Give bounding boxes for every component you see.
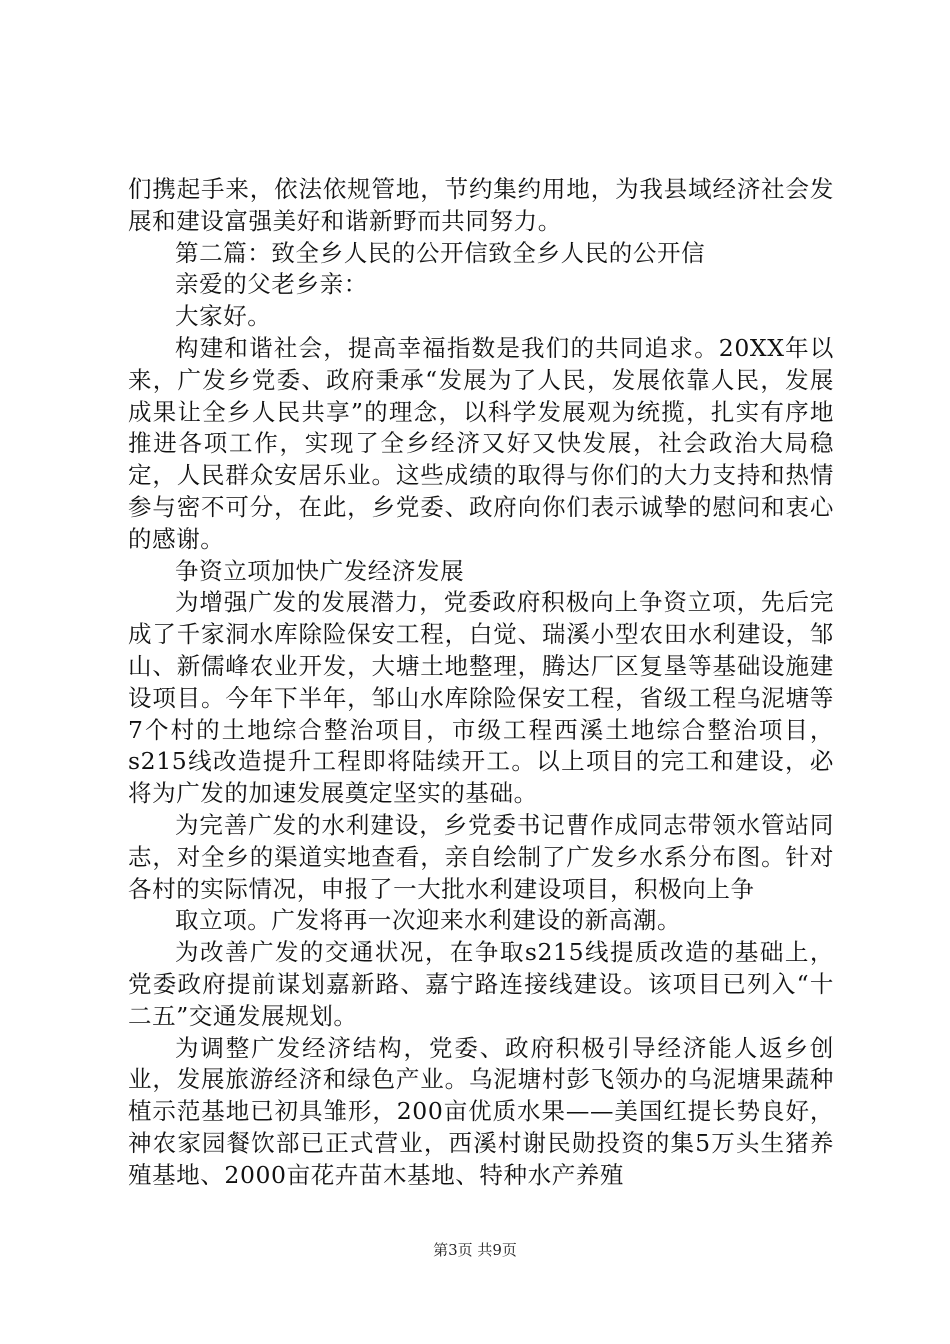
paragraph: 为调整广发经济结构，党委、政府积极引导经济能人返乡创业，发展旅游经济和绿色产业。乌泥塘村彭飞领办的乌泥塘果蔬种植示范基地已初具雏形，200亩优质水果——美国红提长势良好，神农家园餐饮部已正式营业，西溪村谢民勋投资的集5万头生猪养殖基地、2000亩花卉苗木基地、特种水产养殖 bbox=[128, 1033, 834, 1189]
greeting: 大家好。 bbox=[175, 302, 272, 331]
paragraph: 构建和谐社会，提高幸福指数是我们的共同追求。20XX年以来，广发乡党委、政府秉承“发展为了人民，发展依靠人民，发展成果让全乡人民共享”的理念，以科学发展观为统揽，扎实有序地推进各项工作，实现了全乡经济又好又快发展，社会政治大局稳定，人民群众安居乐业。这些成绩的取得与你们的大力支持和热情参与密不可分，在此，乡党委、政府向你们表示诚挚的慰问和衷心的感谢。 bbox=[128, 333, 834, 553]
salutation: 亲爱的父老乡亲： bbox=[175, 270, 368, 299]
paragraph: 为改善广发的交通状况，在争取s215线提质改造的基础上，党委政府提前谋划嘉新路、嘉宁路连接线建设。该项目已列入“十二五”交通发展规划。 bbox=[128, 938, 834, 1030]
paragraph: 们携起手来，依法依规管地，节约集约用地，为我县域经济社会发展和建设富强美好和谐新野而共同努力。 bbox=[128, 175, 834, 235]
paragraph: 为增强广发的发展潜力，党委政府积极向上争资立项，先后完成了千家洞水库除险保安工程，白觉、瑞溪小型农田水利建设，邹山、新儒峰农业开发，大塘土地整理，腾达厂区复垦等基础设施建设项目。今年下半年，邹山水库除险保安工程，省级工程乌泥塘等7个村的土地综合整治项目，市级工程西溪土地综合整治项目，s215线改造提升工程即将陆续开工。以上项目的完工和建设，必将为广发的加速发展奠定坚实的基础。 bbox=[128, 588, 834, 808]
page-footer: 第3页 共9页 bbox=[433, 1241, 517, 1259]
paragraph: 取立项。广发将再一次迎来水利建设的新高潮。 bbox=[175, 906, 682, 935]
document-body bbox=[128, 174, 834, 1192]
section-heading: 第二篇：致全乡人民的公开信致全乡人民的公开信 bbox=[175, 238, 706, 267]
paragraph: 为完善广发的水利建设，乡党委书记曹作成同志带领水管站同志，对全乡的渠道实地查看，亲自绘制了广发乡水系分布图。针对各村的实际情况，申报了一大批水利建设项目，积极向上争 bbox=[128, 810, 834, 903]
subheading: 争资立项加快广发经济发展 bbox=[175, 556, 465, 585]
